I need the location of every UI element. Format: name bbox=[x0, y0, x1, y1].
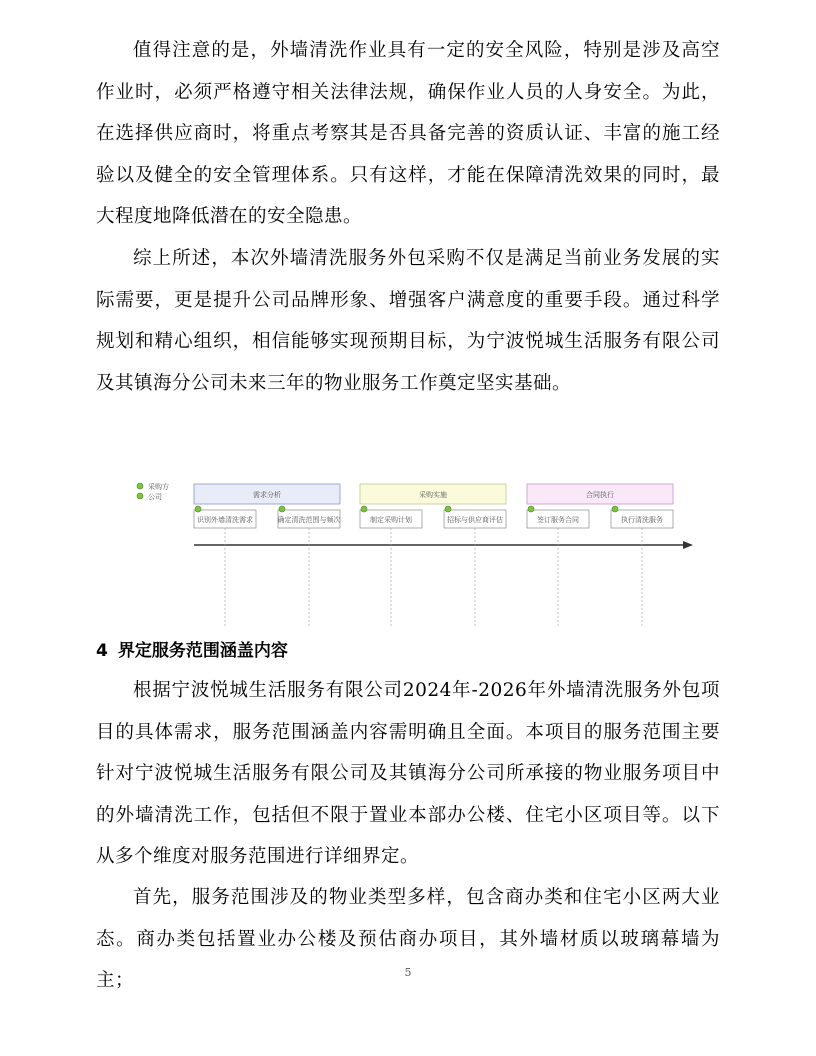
timeline-svg bbox=[130, 476, 700, 628]
procurement-timeline-diagram bbox=[130, 476, 700, 628]
paragraph-property-types: 首先，服务范围涉及的物业类型多样，包含商办类和住宅小区两大业态。商办类包括置业办公楼及预估商办项目，其外墙材质以玻璃幕墙为主； bbox=[96, 887, 720, 991]
task-label-6: 执行清洗服务 bbox=[621, 516, 663, 524]
phase-label-1: 需求分析 bbox=[253, 491, 281, 499]
phase-label-2: 采购实施 bbox=[419, 491, 447, 499]
task-marker-5 bbox=[528, 506, 534, 512]
task-marker-6 bbox=[612, 506, 618, 512]
legend-label-2: 公司 bbox=[148, 493, 162, 501]
task-marker-2 bbox=[279, 506, 285, 512]
phase-label-3: 合同执行 bbox=[586, 491, 614, 499]
task-label-1: 识别外墙清洗需求 bbox=[197, 516, 253, 524]
task-label-5: 签订服务合同 bbox=[537, 516, 579, 524]
section-heading bbox=[96, 636, 288, 666]
task-label-3: 制定采购计划 bbox=[370, 516, 412, 524]
task-marker-3 bbox=[361, 506, 367, 512]
section-title: 界定服务范围涵盖内容 bbox=[117, 641, 288, 661]
section-number: 4 bbox=[96, 641, 108, 661]
paragraph-service-scope: 根据宁波悦城生活服务有限公司2024年-2026年外墙清洗服务外包项目的具体需求，服务范围涵盖内容需明确且全面。本项目的服务范围主要针对宁波悦城生活服务有限公司及其镇海分公司所承接的物业服务项目中的外墙清洗工作，包括但不限于置业本部办公楼、住宅小区项目等。以下从多个维度对服务范围进行详细界定。 bbox=[96, 680, 720, 867]
paragraph-summary: 综上所述，本次外墙清洗服务外包采购不仅是满足当前业务发展的实际需要，更是提升公司品牌形象、增强客户满意度的重要手段。通过科学规划和精心组织，相信能够实现预期目标，为宁波悦城生活服务有限公司及其镇海分公司未来三年的物业服务工作奠定坚实基础。 bbox=[96, 248, 720, 394]
legend-marker-2 bbox=[137, 493, 143, 499]
page-number: 5 bbox=[404, 966, 412, 979]
task-marker-4 bbox=[445, 506, 451, 512]
task-label-4: 招标与供应商评估 bbox=[447, 516, 503, 524]
task-marker-1 bbox=[195, 506, 201, 512]
task-label-2: 确定清洗范围与频次 bbox=[277, 516, 341, 524]
paragraph-safety-risk: 值得注意的是，外墙清洗作业具有一定的安全风险，特别是涉及高空作业时，必须严格遵守相关法律法规，确保作业人员的人身安全。为此，在选择供应商时，将重点考察其是否具备完善的资质认证、丰富的施工经验以及健全的安全管理体系。只有这样，才能在保障清洗效果的同时，最大程度地降低潜在的安全隐患。 bbox=[96, 40, 720, 227]
legend-label-1: 采购方 bbox=[148, 483, 169, 491]
timeline-axis-arrow bbox=[683, 541, 693, 549]
legend-marker-1 bbox=[137, 483, 143, 489]
